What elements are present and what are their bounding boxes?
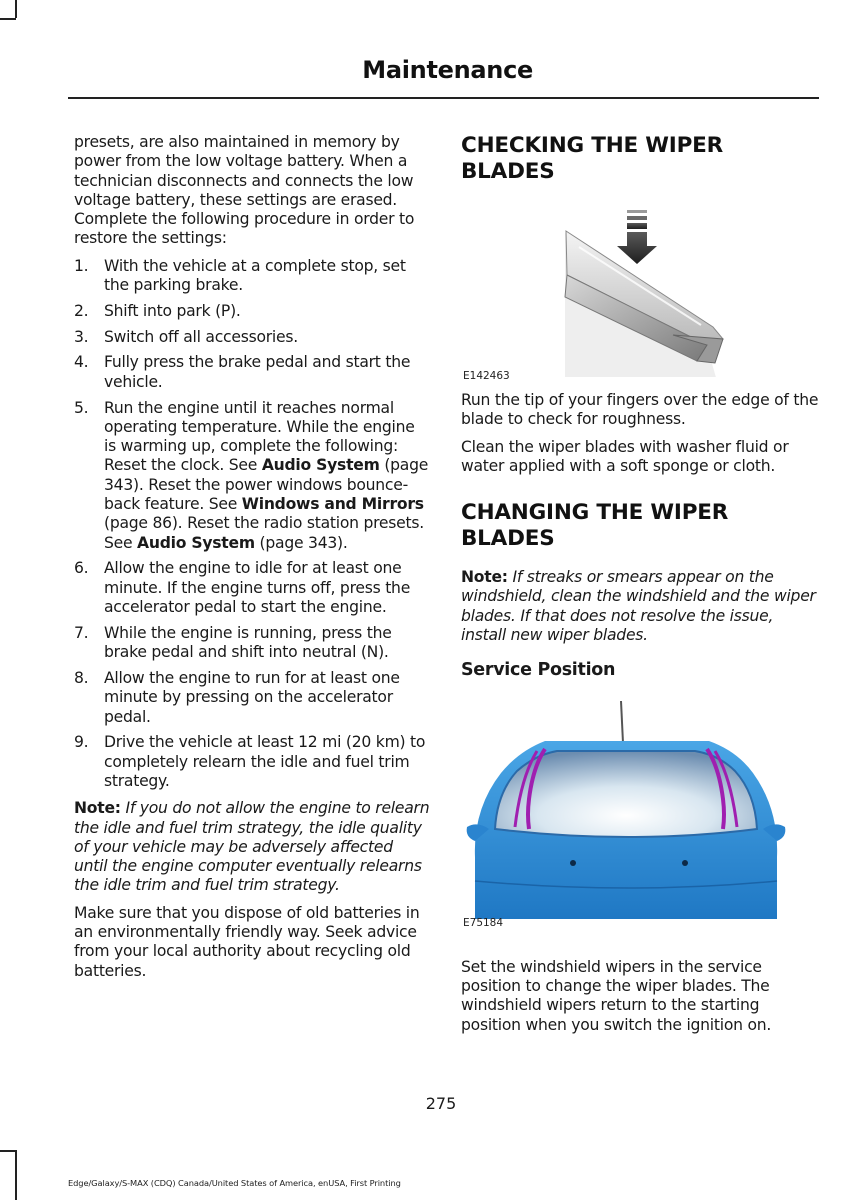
note-label: Note:	[461, 568, 508, 587]
list-item	[74, 302, 430, 321]
page-title: Maintenance	[362, 56, 533, 84]
list-item	[74, 733, 430, 791]
audio-system-link[interactable]: Audio System	[137, 533, 255, 552]
figure-code: E75184	[463, 916, 504, 929]
step-number: 2.	[74, 301, 89, 320]
right-column	[461, 133, 821, 1043]
list-item	[74, 669, 430, 727]
step-number: 8.	[74, 668, 89, 687]
list-item	[74, 399, 430, 553]
step-number: 5.	[74, 398, 89, 417]
service-position-paragraph: Set the windshield wipers in the service position to change the wiper blades. The windshield wipers return to the starting position when you switch the ignition on.	[461, 957, 772, 1034]
list-item	[74, 624, 430, 663]
battery-disposal-paragraph: Make sure that you dispose of old batteries in an environmentally friendly way. Seek advice from your local authority about recycling old batteries.	[74, 903, 420, 980]
note-text: If you do not allow the engine to relearn the idle and fuel trim strategy, the idle quality of your vehicle may be adversely affected until the engine computer eventually relearns the idle trim and fuel trim strategy.	[74, 799, 430, 895]
figure-code: E142463	[463, 370, 510, 382]
step-number: 1.	[74, 256, 89, 275]
checking-wiper-blades-heading: CHECKING THE WIPER BLADES	[461, 133, 723, 184]
step-text-part: Run the engine until it reaches normal operating temperature. While the engine is warming up, complete the following: Reset the clock. See	[104, 398, 415, 475]
changing-wiper-blades-heading: CHANGING THE WIPER BLADES	[461, 500, 729, 552]
footer-edition-text: Edge/Galaxy/S-MAX (CDQ) Canada/United States of America, enUSA, First Printing	[68, 1178, 401, 1188]
crop-mark-bottom-horizontal	[0, 1150, 16, 1152]
note-text: If streaks or smears appear on the windshield, clean the windshield and the wiper blades. If that does not resolve the issue, install new wiper blades.	[461, 568, 816, 645]
wiper-blade-figure	[461, 185, 821, 382]
title-rule	[68, 97, 819, 99]
left-column	[74, 133, 430, 989]
step-number: 7.	[74, 623, 89, 642]
check-roughness-paragraph: Run the tip of your fingers over the edge of the blade to check for roughness.	[461, 391, 819, 429]
step-text: Switch off all accessories.	[104, 327, 298, 346]
engine-note	[74, 799, 430, 895]
step-number: 3.	[74, 327, 89, 346]
step-text: While the engine is running, press the brake pedal and shift into neutral (N).	[104, 623, 392, 662]
list-item	[74, 559, 430, 617]
step-text: Shift into park (P).	[104, 301, 241, 320]
list-item	[74, 353, 430, 392]
note-label: Note:	[74, 799, 121, 818]
crop-mark-top-horizontal	[0, 18, 16, 20]
page-number: 275	[425, 1094, 457, 1113]
windows-and-mirrors-link[interactable]: Windows and Mirrors	[241, 495, 424, 514]
step-number: 9.	[74, 733, 89, 752]
step-text-part: (page 86). Reset the radio station presets. See	[104, 514, 424, 552]
procedure-list	[74, 257, 430, 791]
step-number: 6.	[74, 559, 89, 578]
service-position-subheading: Service Position	[461, 660, 616, 681]
step-text: Fully press the brake pedal and start the vehicle.	[104, 353, 411, 391]
step-number: 4.	[74, 353, 89, 372]
wiper-note	[461, 568, 821, 645]
step-text-part: (page 343).	[254, 533, 348, 552]
step-text: Allow the engine to idle for at least one minute. If the engine turns off, press the accelerator pedal to start the engine.	[104, 559, 411, 617]
step-text: Drive the vehicle at least 12 mi (20 km) to completely relearn the idle and fuel trim strategy.	[104, 733, 426, 790]
list-item	[74, 328, 430, 347]
wiper-blade-illustration	[461, 185, 821, 377]
step-text: Allow the engine to run for at least one minute by pressing on the accelerator pedal.	[104, 668, 400, 726]
step-text: With the vehicle at a complete stop, set the parking brake.	[104, 256, 406, 295]
intro-paragraph: presets, are also maintained in memory by power from the low voltage battery. When a technician disconnects and connects the low voltage battery, these settings are erased. Complete the following procedure in order to restore the settings:	[74, 133, 415, 248]
crop-mark-top-vertical	[15, 0, 17, 18]
service-position-figure	[461, 681, 821, 943]
car-windshield-illustration	[461, 681, 821, 943]
step-text	[104, 399, 430, 553]
crop-mark-bottom-vertical	[15, 1150, 17, 1200]
list-item	[74, 257, 430, 296]
step-text-part: (page 343). Reset the power windows bounce-back feature. See	[104, 456, 429, 514]
clean-blades-paragraph: Clean the wiper blades with washer fluid or water applied with a soft sponge or cloth.	[461, 437, 789, 475]
audio-system-link[interactable]: Audio System	[261, 456, 380, 475]
